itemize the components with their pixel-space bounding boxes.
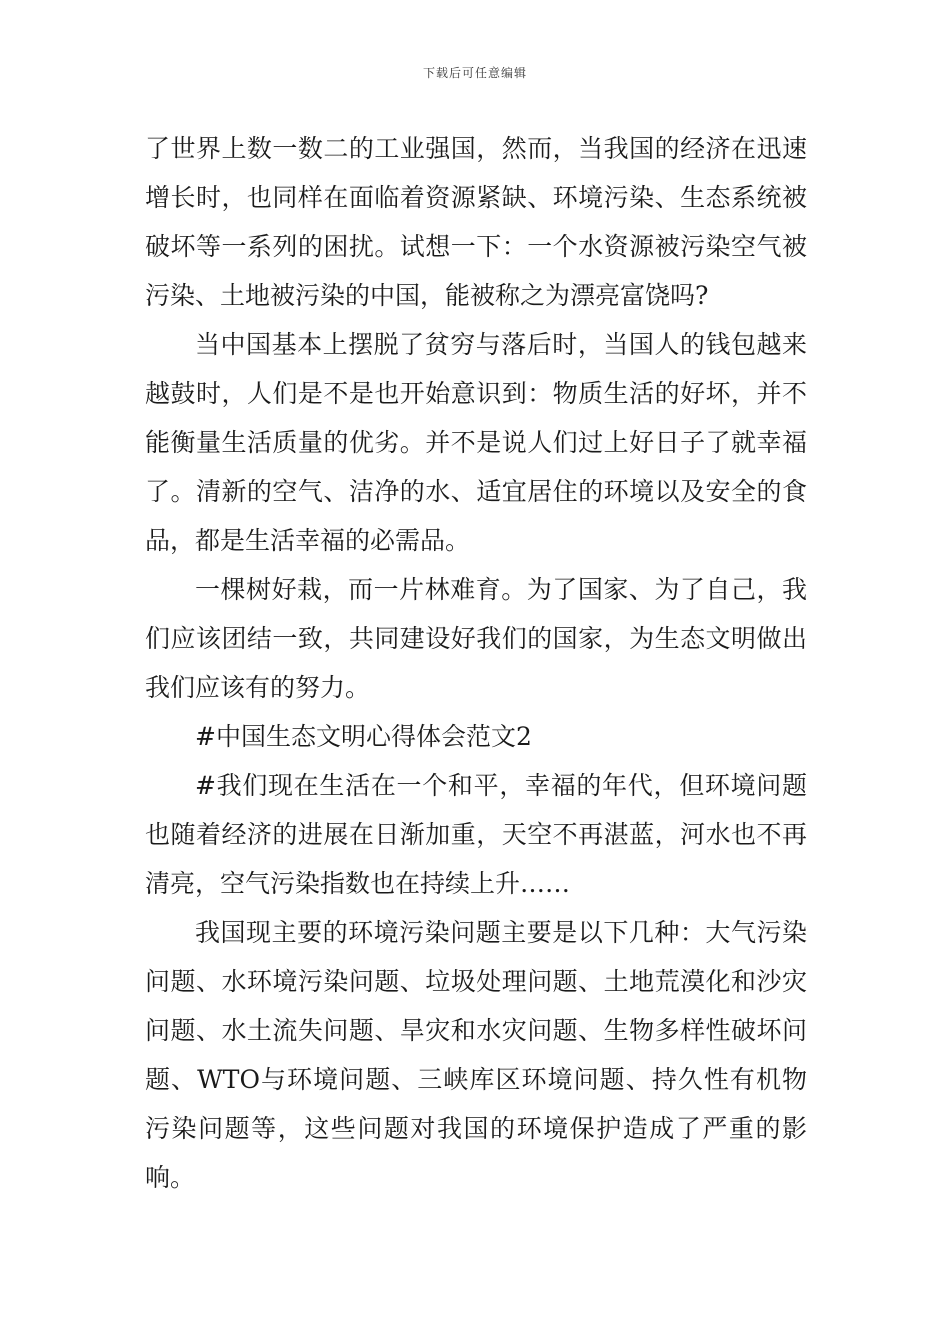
paragraph: 一棵树好栽，而一片林难育。为了国家、为了自己，我们应该团结一致，共同建设好我们的国家，为生态文明做出我们应该有的努力。 <box>145 575 807 702</box>
page-header: 下载后可任意编辑 <box>422 66 527 80</box>
paragraph: 当中国基本上摆脱了贫穷与落后时，当国人的钱包越来越鼓时，人们是不是也开始意识到：物质生活的好坏，并不能衡量生活质量的优劣。并不是说人们过上好日子了就幸福了。清新的空气、洁净的水、适宜居住的环境以及安全的食品，都是生活幸福的必需品。 <box>145 330 807 555</box>
paragraph: 我国现主要的环境污染问题主要是以下几种：大气污染问题、水环境污染问题、垃圾处理问题、土地荒漠化和沙灾问题、水土流失问题、旱灾和水灾问题、生物多样性破坏问题、WTO与环境问题、三峡库区环境问题、持久性有机物污染问题等，这些问题对我国的环境保护造成了严重的影响。 <box>145 918 807 1192</box>
paragraph-continuation: 了世界上数一数二的工业强国，然而，当我国的经济在迅速增长时，也同样在面临着资源紧缺、环境污染、生态系统被破坏等一系列的困扰。试想一下：一个水资源被污染空气被污染、土地被污染的中国，能被称之为漂亮富饶吗? <box>145 134 807 310</box>
paragraph: #我们现在生活在一个和平，幸福的年代，但环境问题也随着经济的进展在日渐加重，天空不再湛蓝，河水也不再清亮，空气污染指数也在持续上升…… <box>145 771 807 898</box>
section-heading: #中国生态文明心得体会范文2 <box>195 722 532 751</box>
document-body <box>145 124 807 1202</box>
